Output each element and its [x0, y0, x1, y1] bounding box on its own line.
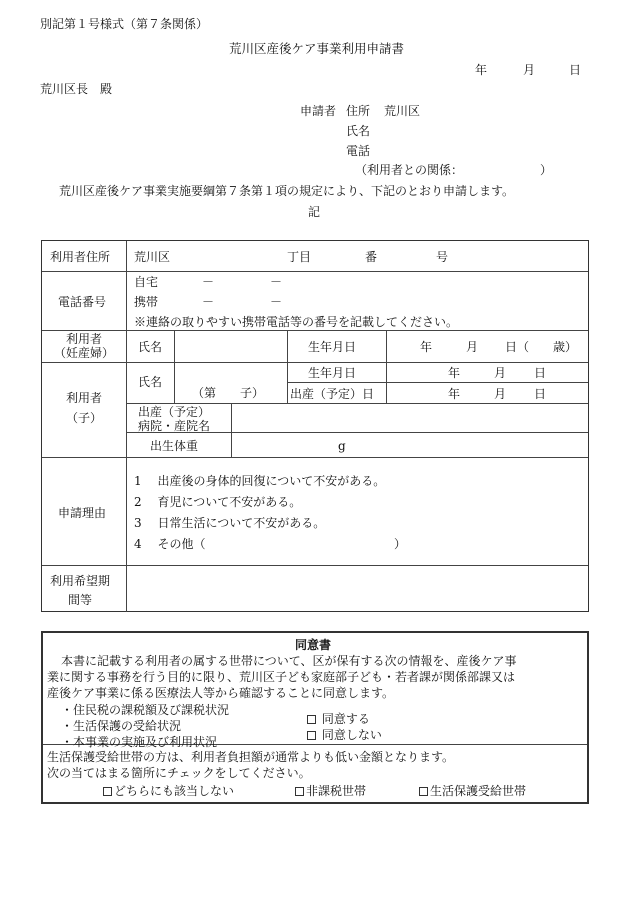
mother-birth-month: 月 — [466, 340, 479, 354]
hospital-label-2: 病院・産院名 — [138, 419, 211, 433]
user-child-label-1: 利用者 — [65, 391, 102, 405]
child-birthdate-label: 生年月日 — [308, 366, 357, 380]
consent-body-2: 業に関する事務を行う目的に限り、荒川区子ども家庭部子ども・若者課が関係部課又は — [47, 670, 516, 684]
disagree-checkbox[interactable] — [307, 731, 316, 740]
option-none-label: どちらにも該当しない — [114, 784, 235, 798]
home-phone-dash1: － — [202, 275, 215, 289]
disagree-label: 同意しない — [321, 728, 382, 742]
child-birth-month: 月 — [494, 366, 507, 380]
welfare-note-2: 次の当てはまる箇所にチェックをしてください。 — [47, 766, 311, 780]
reason-4[interactable]: 4 その他（ — [134, 537, 206, 551]
birth-weight-label: 出生体重 — [150, 439, 199, 453]
phone-note: ※連絡の取りやすい携帯電話等の番号を記載してください。 — [134, 315, 459, 329]
consent-item-3: ・本事業の実施及び利用状況 — [61, 735, 218, 749]
applicant-address-value[interactable]: 荒川区 — [384, 104, 421, 118]
child-due-day: 日 — [534, 387, 547, 401]
option-welfare[interactable] — [419, 785, 526, 797]
applicant-name-label: 氏名 — [346, 124, 371, 138]
option-nontax-label: 非課税世帯 — [306, 784, 367, 798]
phone-number-label: 電話番号 — [58, 295, 107, 309]
mobile-phone-label: 携帯 — [134, 295, 159, 309]
period-label-2: 間等 — [68, 593, 93, 607]
child-birth-day: 日 — [534, 366, 547, 380]
reason-4-close: ） — [394, 537, 407, 551]
agree-checkbox[interactable] — [307, 715, 316, 724]
user-child-label-2: （子） — [65, 411, 102, 425]
ki-heading: 記 — [308, 205, 321, 219]
option-none-checkbox[interactable] — [103, 787, 112, 796]
user-mother-label-2: （妊産婦） — [53, 346, 114, 360]
addressee: 荒川区長 殿 — [40, 82, 113, 96]
consent-item-2: ・生活保護の受給状況 — [61, 719, 182, 733]
child-birth-year: 年 — [448, 366, 461, 380]
user-mother-label-1: 利用者 — [65, 332, 102, 346]
option-nontax[interactable] — [295, 785, 366, 797]
date-month: 月 — [523, 63, 536, 77]
applicant-address-label: 住所 — [346, 104, 371, 118]
child-due-year: 年 — [448, 387, 461, 401]
chome-label: 丁目 — [287, 250, 312, 264]
mother-birth-day-age: 日（ 歳） — [505, 340, 578, 354]
agree-label: 同意する — [321, 712, 370, 726]
consent-title: 同意書 — [295, 638, 332, 652]
agree-option[interactable] — [307, 713, 370, 725]
option-welfare-checkbox[interactable] — [419, 787, 428, 796]
consent-box — [41, 631, 589, 804]
child-name-label: 氏名 — [138, 375, 163, 389]
relation-close: ） — [540, 163, 553, 177]
consent-body-1: 本書に記載する利用者の属する世帯について、区が保有する次の情報を、産後ケア事 — [61, 654, 517, 668]
consent-item-1: ・住民税の課税額及び課税状況 — [61, 703, 230, 717]
relation-open: （利用者との関係： — [355, 163, 464, 177]
mother-name-label: 氏名 — [138, 340, 163, 354]
gram-unit: g — [338, 439, 346, 453]
applicant-phone-label: 電話 — [346, 144, 371, 158]
user-address-ward[interactable]: 荒川区 — [134, 250, 171, 264]
home-phone-label: 自宅 — [134, 275, 159, 289]
application-table — [41, 240, 589, 612]
form-title: 荒川区産後ケア事業利用申請書 — [229, 41, 405, 56]
go-label: 号 — [436, 250, 449, 264]
statement: 荒川区産後ケア事業実施要綱第７条第１項の規定により、下記のとおり申請します。 — [59, 184, 515, 198]
reason-3[interactable]: 3 日常生活について不安がある。 — [134, 516, 326, 530]
option-welfare-label: 生活保護受給世帯 — [430, 784, 527, 798]
disagree-option[interactable] — [307, 729, 382, 741]
child-order: （第 子） — [192, 386, 265, 400]
period-label-1: 利用希望期 — [50, 574, 111, 588]
applicant-label: 申請者 — [300, 104, 337, 118]
mother-birthdate-label: 生年月日 — [308, 340, 357, 354]
user-address-label: 利用者住所 — [50, 250, 111, 264]
welfare-note-1: 生活保護受給世帯の方は、利用者負担額が通常よりも低い金額となります。 — [47, 750, 455, 764]
form-number: 別記第１号様式（第７条関係） — [40, 17, 209, 31]
option-nontax-checkbox[interactable] — [295, 787, 304, 796]
mother-birth-year: 年 — [420, 340, 433, 354]
child-due-month: 月 — [494, 387, 507, 401]
child-due-label: 出産（予定）日 — [290, 387, 375, 401]
reason-2[interactable]: 2 育児について不安がある。 — [134, 495, 302, 509]
home-phone-dash2: － — [270, 275, 283, 289]
consent-body-3: 産後ケア事業に係る医療法人等から確認することに同意します。 — [47, 686, 395, 700]
option-none[interactable] — [103, 785, 234, 797]
reason-label: 申請理由 — [58, 506, 107, 520]
date-day: 日 — [569, 63, 582, 77]
hospital-label-1: 出産（予定） — [138, 405, 211, 419]
reason-1[interactable]: 1 出産後の身体的回復について不安がある。 — [134, 474, 386, 488]
date-year: 年 — [475, 63, 488, 77]
mobile-phone-dash2: － — [270, 295, 283, 309]
mobile-phone-dash1: － — [202, 295, 215, 309]
ban-label: 番 — [365, 250, 378, 264]
